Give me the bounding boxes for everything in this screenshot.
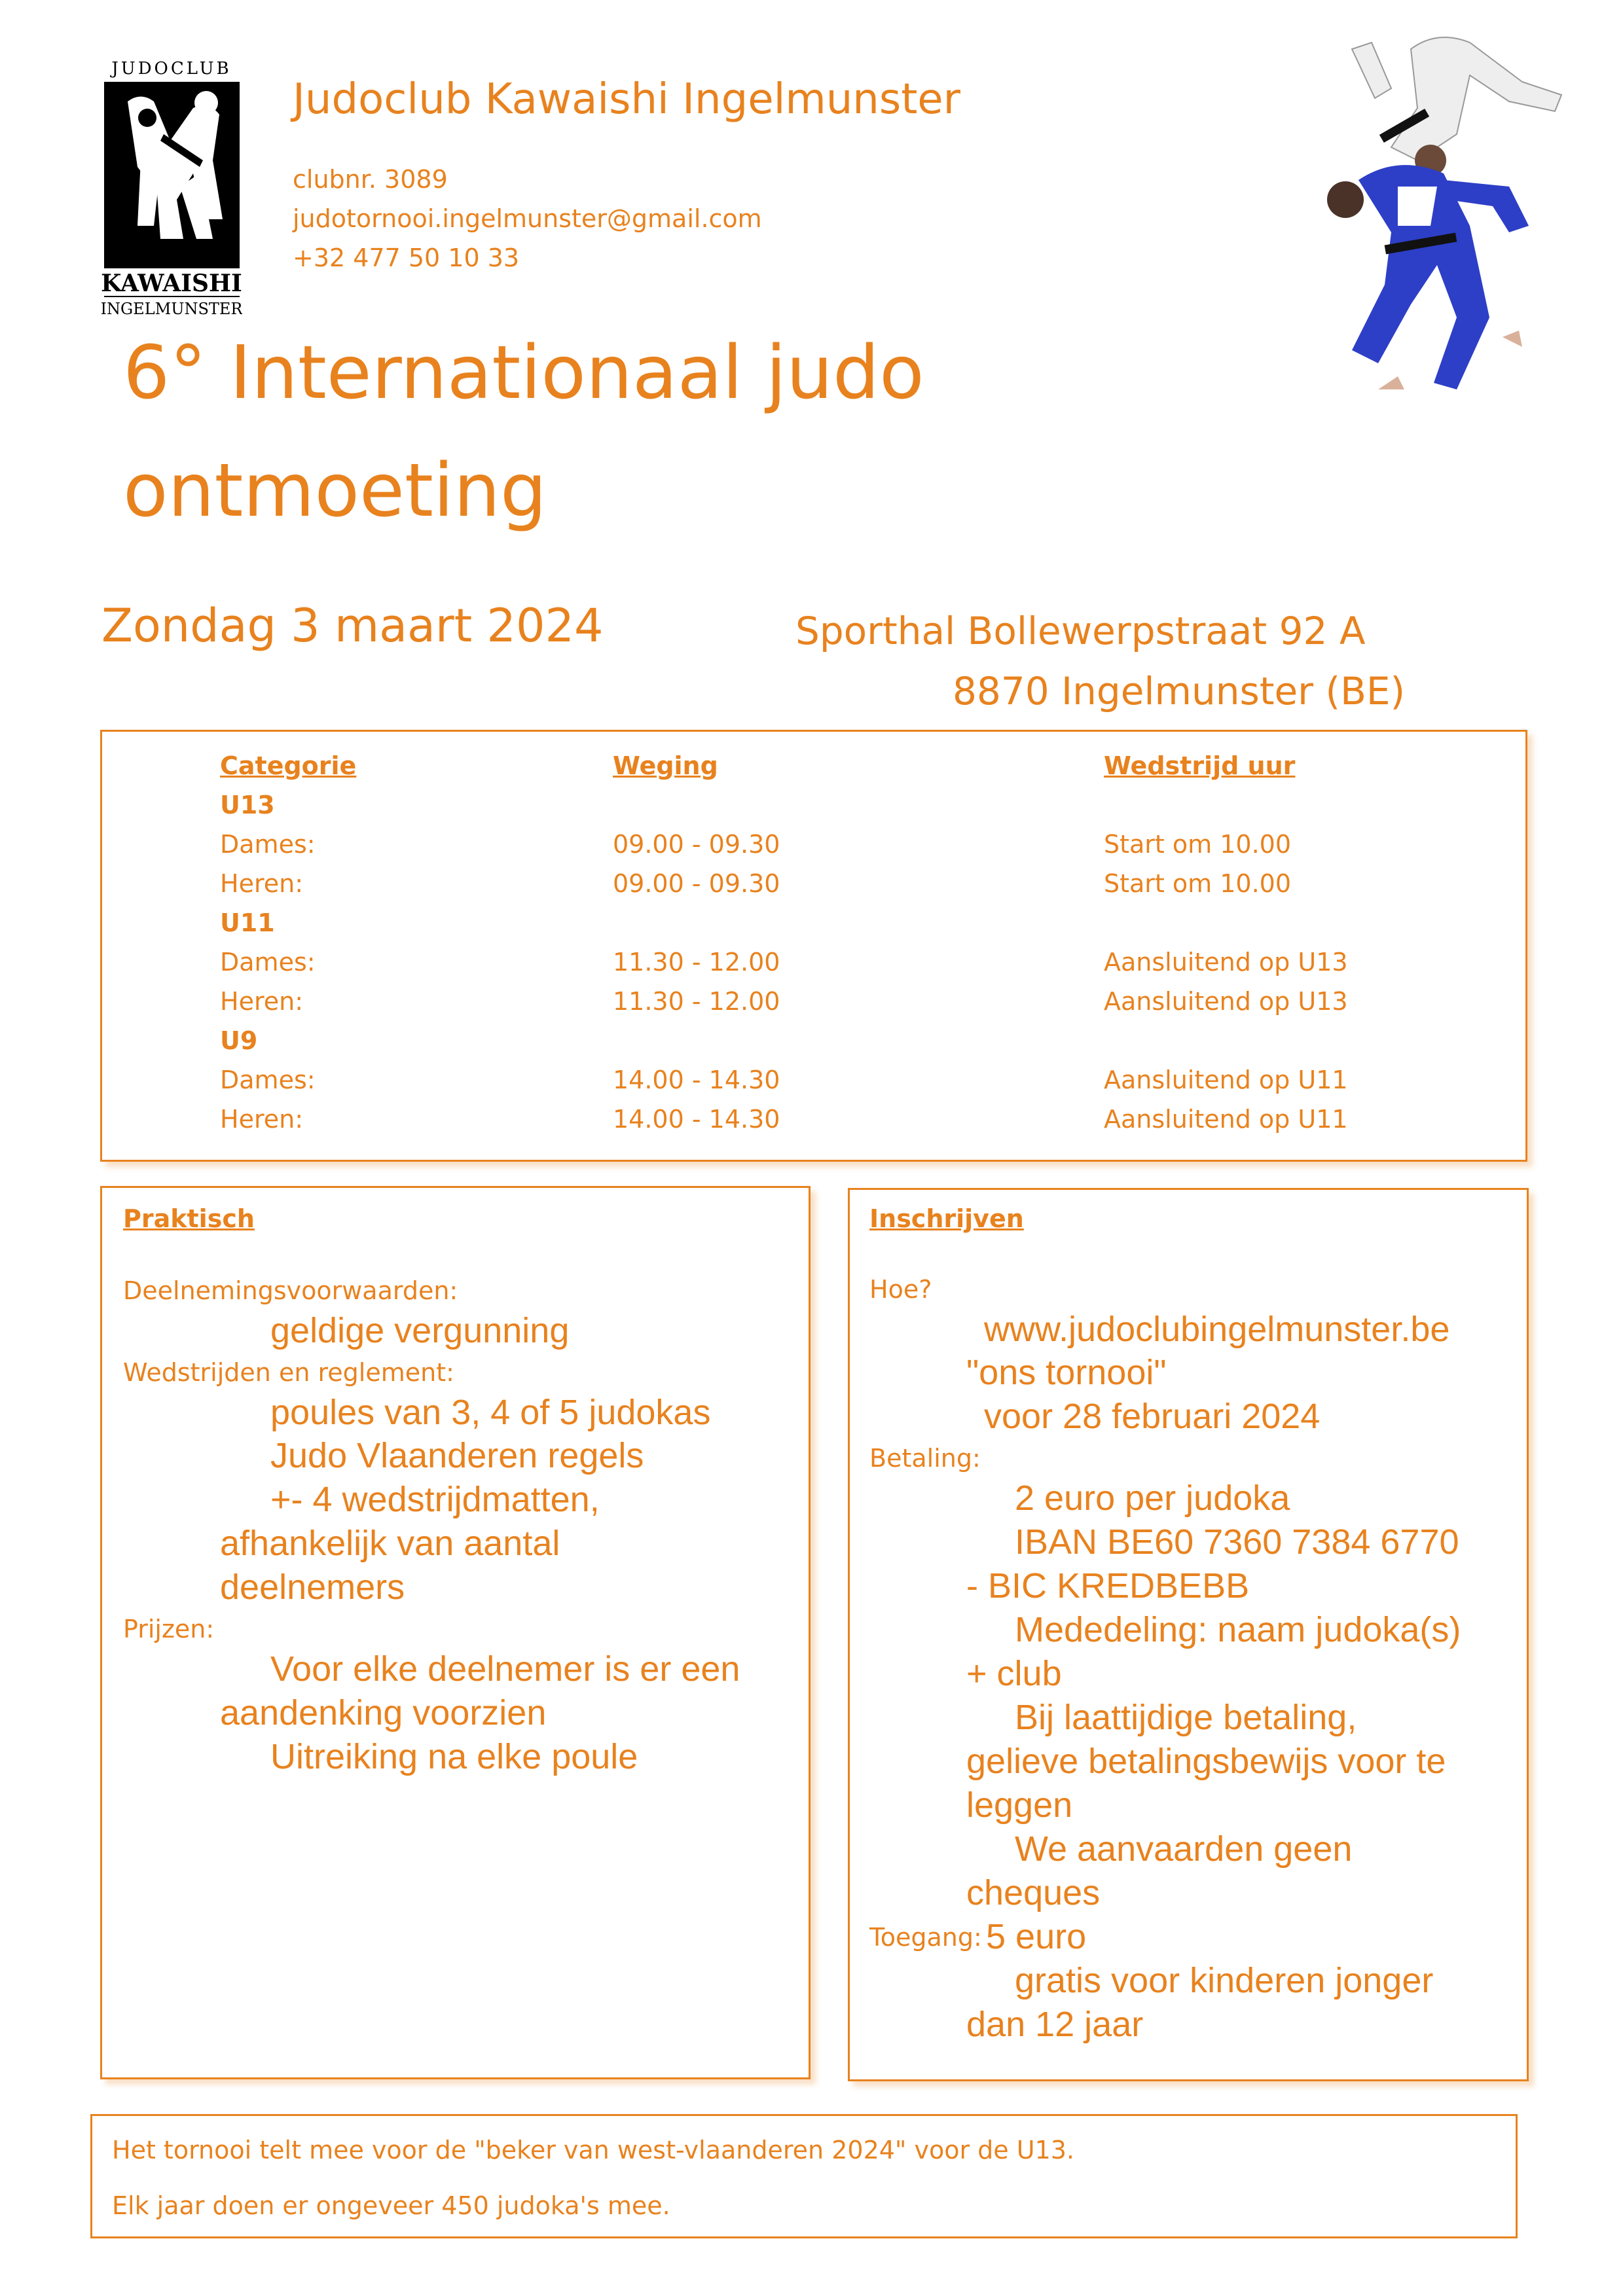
toegang-item-cont: dan 12 jaar — [966, 2005, 1144, 2044]
schedule-header-categorie: Categorie — [220, 751, 357, 780]
schedule-box — [100, 730, 1527, 1162]
reglement-item: Judo Vlaanderen regels — [270, 1436, 644, 1475]
schedule-category: U11 — [220, 908, 275, 937]
reglement-item-cont: afhankelijk van aantal — [220, 1524, 560, 1563]
reglement-item: +- 4 wedstrijdmatten, — [270, 1480, 600, 1519]
title-line-2: ontmoeting — [123, 448, 547, 533]
schedule-row-uur: Aansluitend op U13 — [1104, 948, 1348, 977]
deelname-label: Deelnemingsvoorwaarden: — [123, 1276, 458, 1305]
schedule-row-label: Heren: — [220, 869, 304, 898]
schedule-row-uur: Aansluitend op U11 — [1104, 1105, 1348, 1134]
betaling-item: Bij laattijdige betaling, — [1015, 1698, 1357, 1737]
reglement-item-cont: deelnemers — [220, 1568, 405, 1607]
betaling-item-cont: gelieve betalingsbewijs voor te — [966, 1742, 1446, 1781]
toegang-item: gratis voor kinderen jonger — [1015, 1961, 1434, 2000]
schedule-row-label: Heren: — [220, 987, 304, 1016]
toegang-item: 5 euro — [986, 1917, 1087, 1956]
club-phone: +32 477 50 10 33 — [293, 243, 520, 272]
schedule-row-label: Dames: — [220, 1066, 316, 1094]
schedule-row-weging: 11.30 - 12.00 — [613, 948, 780, 977]
club-name: Judoclub Kawaishi Ingelmunster — [293, 75, 960, 124]
event-date: Zondag 3 maart 2024 — [101, 599, 604, 653]
schedule-row-label: Dames: — [220, 948, 316, 977]
schedule-row-uur: Start om 10.00 — [1104, 830, 1292, 859]
hoe-item: voor 28 februari 2024 — [984, 1397, 1321, 1436]
praktisch-title: Praktisch — [123, 1204, 255, 1233]
schedule-row-uur: Aansluitend op U11 — [1104, 1066, 1348, 1094]
betaling-label: Betaling: — [869, 1444, 981, 1473]
hoe-item: "ons tornooi" — [966, 1353, 1167, 1392]
registration-website[interactable]: www.judoclubingelmunster.be — [984, 1310, 1450, 1349]
title-line-1: 6° Internationaal judo — [123, 331, 924, 416]
schedule-row-weging: 11.30 - 12.00 — [613, 987, 780, 1016]
footer-line-2: Elk jaar doen er ongeveer 450 judoka's mee. — [112, 2191, 670, 2220]
reglement-item: poules van 3, 4 of 5 judokas — [270, 1393, 711, 1432]
club-logo — [101, 56, 242, 321]
schedule-row-weging: 09.00 - 09.30 — [613, 830, 780, 859]
schedule-category: U9 — [220, 1026, 258, 1055]
schedule-header-weging: Weging — [613, 751, 718, 780]
schedule-row-uur: Start om 10.00 — [1104, 869, 1292, 898]
hoe-label: Hoe? — [869, 1275, 932, 1304]
schedule-row-label: Dames: — [220, 830, 316, 859]
venue-city: 8870 Ingelmunster (BE) — [953, 669, 1406, 713]
betaling-item-cont: + club — [966, 1654, 1062, 1693]
footer-box — [90, 2114, 1518, 2238]
prijzen-item: Uitreiking na elke poule — [270, 1737, 638, 1776]
club-logo-graphic — [101, 56, 242, 321]
inschrijven-box — [848, 1188, 1529, 2081]
footer-line-1: Het tornooi telt mee voor de "beker van west-vlaanderen 2024" voor de U13. — [112, 2136, 1074, 2164]
prijzen-item-cont: aandenking voorzien — [220, 1693, 547, 1732]
praktisch-box — [100, 1186, 811, 2079]
prijzen-label: Prijzen: — [123, 1615, 215, 1643]
prijzen-item: Voor elke deelnemer is er een — [270, 1649, 740, 1689]
club-number: clubnr. 3089 — [293, 165, 448, 194]
logo-name: KAWAISHI — [101, 270, 242, 297]
judo-throw-illustration — [1280, 23, 1581, 409]
schedule-row-weging: 14.00 - 14.30 — [613, 1066, 780, 1094]
betaling-item-cont: leggen — [966, 1785, 1073, 1825]
schedule-row-weging: 14.00 - 14.30 — [613, 1105, 780, 1134]
betaling-item: IBAN BE60 7360 7384 6770 — [1015, 1522, 1459, 1562]
club-email[interactable]: judotornooi.ingelmunster@gmail.com — [293, 204, 762, 233]
reglement-label: Wedstrijden en reglement: — [123, 1358, 454, 1387]
schedule-row-weging: 09.00 - 09.30 — [613, 869, 780, 898]
deelname-item: geldige vergunning — [270, 1311, 570, 1350]
schedule-row-uur: Aansluitend op U13 — [1104, 987, 1348, 1016]
schedule-category: U13 — [220, 791, 275, 819]
betaling-item-cont: cheques — [966, 1873, 1101, 1912]
toegang-label: Toegang: — [869, 1923, 982, 1952]
betaling-item: We aanvaarden geen — [1015, 1829, 1353, 1869]
betaling-item: 2 euro per judoka — [1015, 1479, 1290, 1518]
inschrijven-title: Inschrijven — [869, 1204, 1024, 1233]
schedule-row-label: Heren: — [220, 1105, 304, 1134]
judo-throw-photo — [1280, 23, 1581, 409]
betaling-item-cont: - BIC KREDBEBB — [966, 1566, 1250, 1605]
betaling-item: Mededeling: naam judoka(s) — [1015, 1610, 1461, 1649]
logo-top-text: JUDOCLUB — [111, 59, 232, 79]
schedule-header-wedstrijd-uur: Wedstrijd uur — [1104, 751, 1296, 780]
logo-city: INGELMUNSTER — [101, 300, 242, 318]
venue-address: Sporthal Bollewerpstraat 92 A — [795, 609, 1366, 653]
